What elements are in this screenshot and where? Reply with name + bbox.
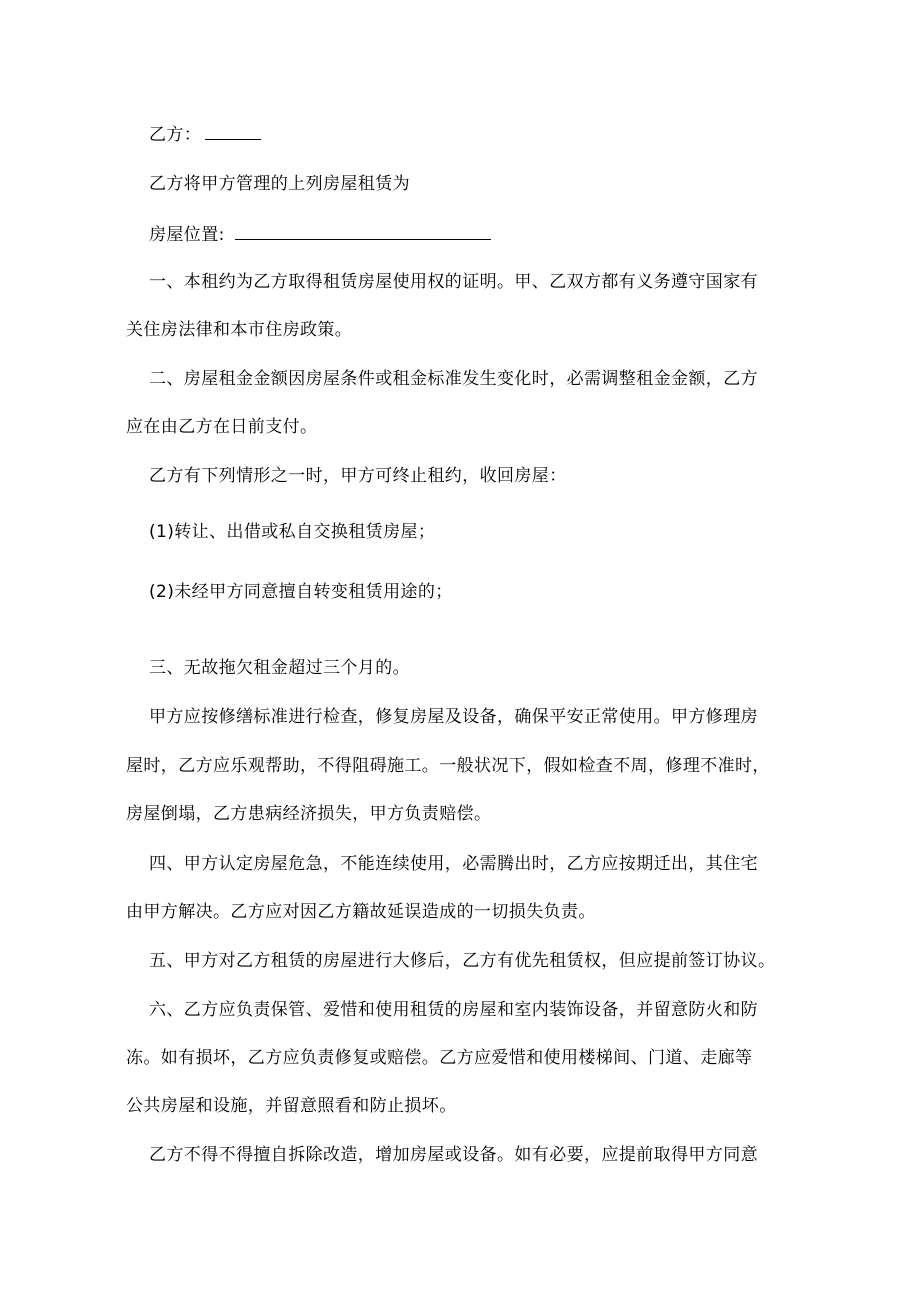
clause-4-line-2: 由甲方解决。乙方应对因乙方籍故延误造成的一切损失负责。 xyxy=(126,902,596,922)
clause-4-line-1: 四、甲方认定房屋危急，不能连续使用，必需腾出时，乙方应按期迁出，其住宅 xyxy=(149,854,758,874)
repair-line-2: 屋时，乙方应乐观帮助，不得阻碍施工。一般状况下，假如检查不周，修理不准时， xyxy=(126,756,770,776)
party-b-label: 乙方： xyxy=(149,125,202,145)
clause-2-line-2: 应在由乙方在日前支付。 xyxy=(126,417,318,437)
clause-2-line-1: 二、房屋租金金额因房屋条件或租金标准发生变化时，必需调整租金金额，乙方 xyxy=(149,369,758,389)
clause-3: 三、无故拖欠租金超过三个月的。 xyxy=(149,658,410,678)
clause-6-line-3: 公共房屋和设施，并留意照看和防止损坏。 xyxy=(126,1096,457,1116)
location-line xyxy=(149,222,491,247)
clause-1-line-2: 关住房法律和本市住房政策。 xyxy=(126,320,353,340)
clause-5: 五、甲方对乙方租赁的房屋进行大修后，乙方有优先租赁权，但应提前签订协议。 xyxy=(149,951,776,971)
repair-line-3: 房屋倒塌，乙方患病经济损失，甲方负责赔偿。 xyxy=(126,804,492,824)
party-b-line xyxy=(149,122,261,147)
location-blank xyxy=(235,222,491,240)
intro-line: 乙方将甲方管理的上列房屋租赁为 xyxy=(149,174,410,194)
clause-6-line-1: 六、乙方应负责保管、爱惜和使用租赁的房屋和室内装饰设备，并留意防火和防 xyxy=(149,1000,758,1020)
termination-item-2: (2)未经甲方同意擅自转变租赁用途的； xyxy=(149,582,453,602)
clause-1-line-1: 一、本租约为乙方取得租赁房屋使用权的证明。甲、乙双方都有义务遵守国家有 xyxy=(149,272,758,292)
clause-6-line-2: 冻。如有损坏，乙方应负责修复或赔偿。乙方应爱惜和使用楼梯间、门道、走廊等 xyxy=(126,1048,753,1068)
termination-intro: 乙方有下列情形之一时，甲方可终止租约，收回房屋： xyxy=(149,466,567,486)
party-b-blank xyxy=(205,122,261,140)
repair-line-1: 甲方应按修缮标准进行检查，修复房屋及设备，确保平安正常使用。甲方修理房 xyxy=(149,707,758,727)
location-label: 房屋位置: xyxy=(149,225,225,245)
alteration-clause: 乙方不得不得擅自拆除改造，增加房屋或设备。如有必要，应提前取得甲方同意 xyxy=(149,1145,758,1165)
termination-item-1: (1)转让、出借或私自交换租赁房屋； xyxy=(149,522,436,542)
